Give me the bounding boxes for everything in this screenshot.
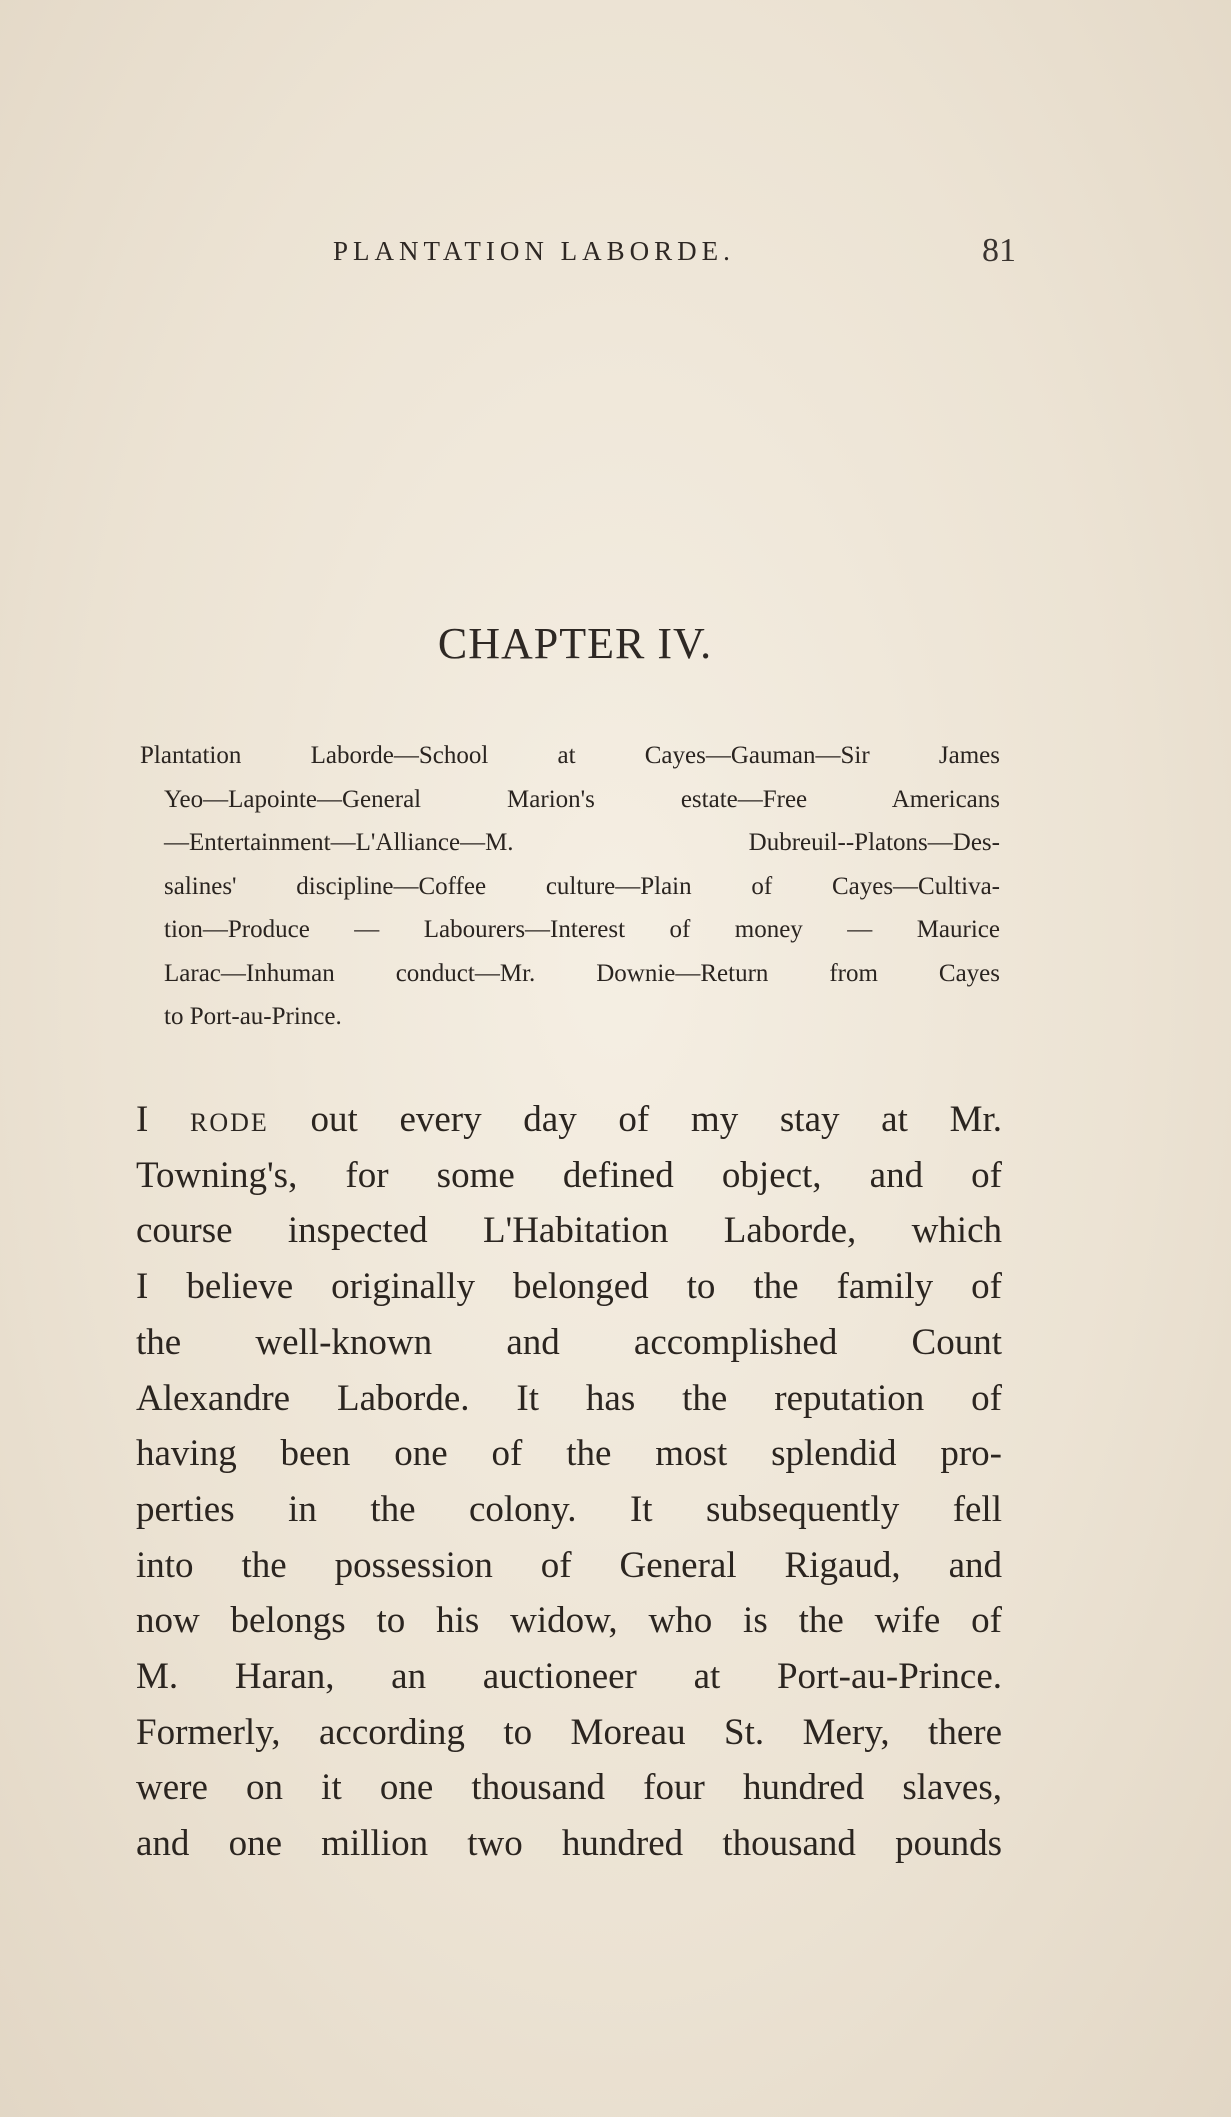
running-head: PLANTATION LABORDE. [333, 236, 735, 266]
body-line: Towning's, for some defined object, and of [136, 1154, 1002, 1196]
first-line-rest: out every day of my stay at Mr. [310, 1099, 1002, 1140]
body-line: and one million two hundred thousand pounds [136, 1823, 1002, 1865]
chapter-summary [140, 734, 1000, 1039]
summary-line: to Port-au-Prince. [164, 1003, 342, 1030]
summary-line: Larac—Inhuman conduct—Mr. Downie—Return from Cayes [164, 959, 1000, 987]
body-line: now belongs to his widow, who is the wife of [136, 1600, 1002, 1642]
body-line: perties in the colony. It subsequently fell [136, 1488, 1002, 1530]
chapter-title: CHAPTER IV. [437, 619, 713, 668]
summary-line: —Entertainment—L'Alliance—M. Dubreuil--Platons—Des- [164, 829, 1000, 856]
drop-word: I [136, 1099, 149, 1140]
body-line: I believe originally belonged to the family of [136, 1266, 1002, 1308]
body-line: M. Haran, an auctioneer at Port-au-Prince. [136, 1656, 1002, 1698]
body-line: the well-known and accomplished Count [136, 1321, 1002, 1363]
body-line: were on it one thousand four hundred slaves, [136, 1767, 1002, 1809]
page-number: 81 [982, 232, 1016, 269]
summary-line: Plantation Laborde—School at Cayes—Gauman—Sir James [140, 742, 1000, 769]
body-line: Alexandre Laborde. It has the reputation of [136, 1377, 1002, 1419]
summary-line: tion—Produce — Labourers—Interest of money — Maurice [164, 916, 1000, 943]
summary-line: Yeo—Lapointe—General Marion's estate—Free Americans [164, 785, 1000, 813]
body-text [136, 1092, 1002, 1872]
body-line: into the possession of General Rigaud, and [136, 1544, 1002, 1586]
first-word-smallcaps: rode [190, 1099, 269, 1140]
body-line: course inspected L'Habitation Laborde, which [136, 1210, 1002, 1252]
body-first-line [136, 1092, 1002, 1148]
summary-line: salines' discipline—Coffee culture—Plain of Cayes—Cultiva- [164, 872, 1000, 900]
body-line: Formerly, according to Moreau St. Mery, there [136, 1711, 1002, 1753]
body-line: having been one of the most splendid pro- [136, 1433, 1002, 1475]
